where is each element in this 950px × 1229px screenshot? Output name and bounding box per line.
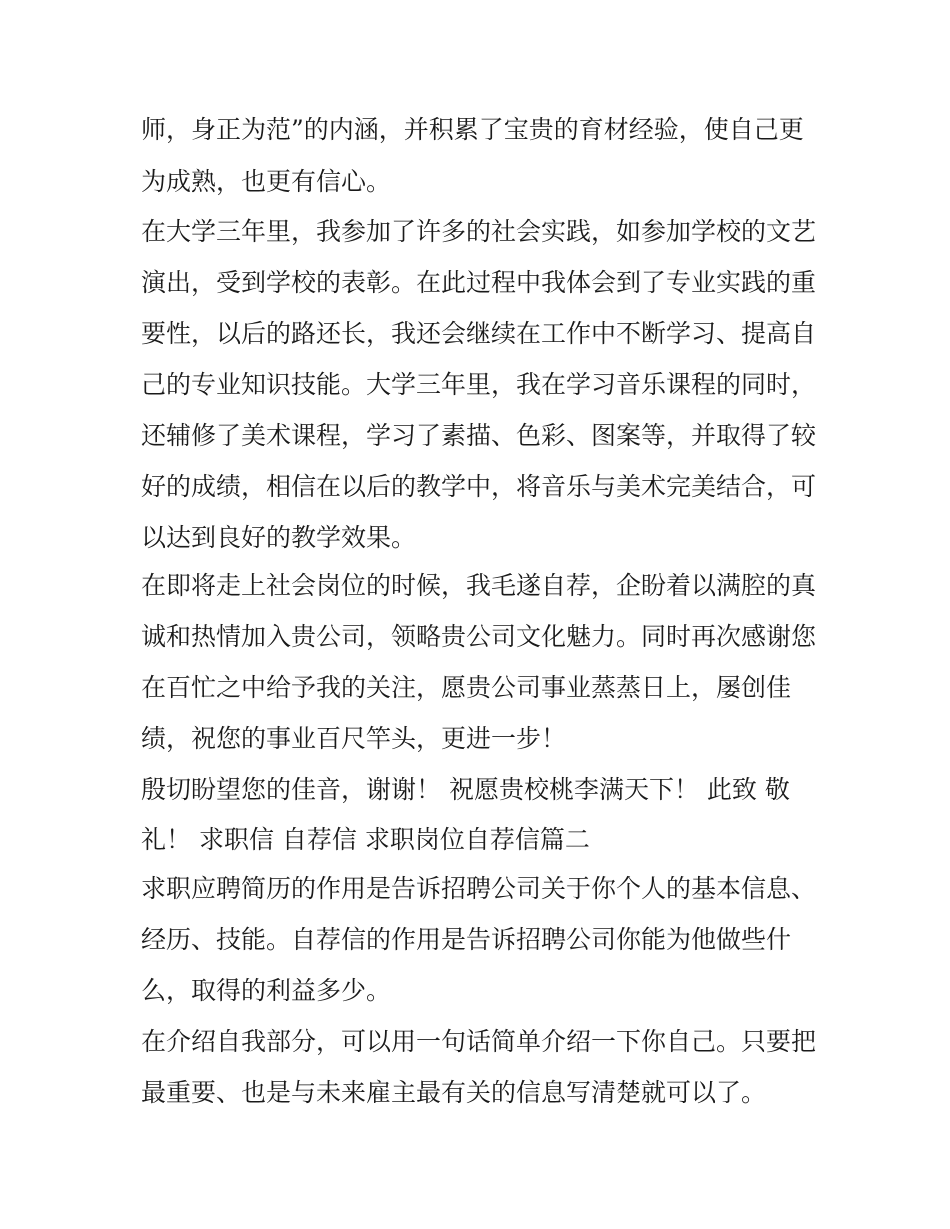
text-line: 么，取得的利益多少。	[141, 976, 392, 1005]
text-line: 诚和热情加入贵公司，领略贵公司文化魅力。同时再次感谢您	[141, 622, 817, 651]
text-line: 绩，祝您的事业百尺竿头，更进一步！	[141, 724, 567, 753]
text-line: 殷切盼望您的佳音，谢谢！ 祝愿贵校桃李满天下！ 此致 敬	[141, 775, 790, 804]
text-line: 己的专业知识技能。大学三年里，我在学习音乐课程的同时，	[141, 370, 817, 399]
text-line: 在介绍自我部分，可以用一句话简单介绍一下你自己。只要把	[141, 1027, 817, 1056]
text-line: 师，身正为范”的内涵，并积累了宝贵的育材经验，使自己更	[141, 115, 804, 144]
text-line: 经历、技能。自荐信的作用是告诉招聘公司你能为他做些什	[141, 925, 792, 954]
text-line: 还辅修了美术课程，学习了素描、色彩、图案等，并取得了较	[141, 421, 817, 450]
text-line: 在百忙之中给予我的关注，愿贵公司事业蒸蒸日上，屡创佳	[141, 673, 792, 702]
text-line: 演出，受到学校的表彰。在此过程中我体会到了专业实践的重	[141, 268, 817, 297]
text-line: 好的成绩，相信在以后的教学中，将音乐与美术完美结合，可	[141, 472, 817, 501]
text-line: 在大学三年里，我参加了许多的社会实践，如参加学校的文艺	[141, 217, 817, 246]
text-line: 以达到良好的教学效果。	[141, 523, 417, 552]
text-line: 要性，以后的路还长，我还会继续在工作中不断学习、提高自	[141, 319, 817, 348]
text-line: 求职应聘简历的作用是告诉招聘公司关于你个人的基本信息、	[141, 874, 817, 903]
text-line: 最重要、也是与未来雇主最有关的信息写清楚就可以了。	[141, 1078, 767, 1107]
text-line: 礼！ 求职信 自荐信 求职岗位自荐信篇二	[141, 825, 590, 854]
text-line: 在即将走上社会岗位的时候，我毛遂自荐，企盼着以满腔的真	[141, 571, 817, 600]
text-line: 为成熟，也更有信心。	[141, 167, 392, 196]
